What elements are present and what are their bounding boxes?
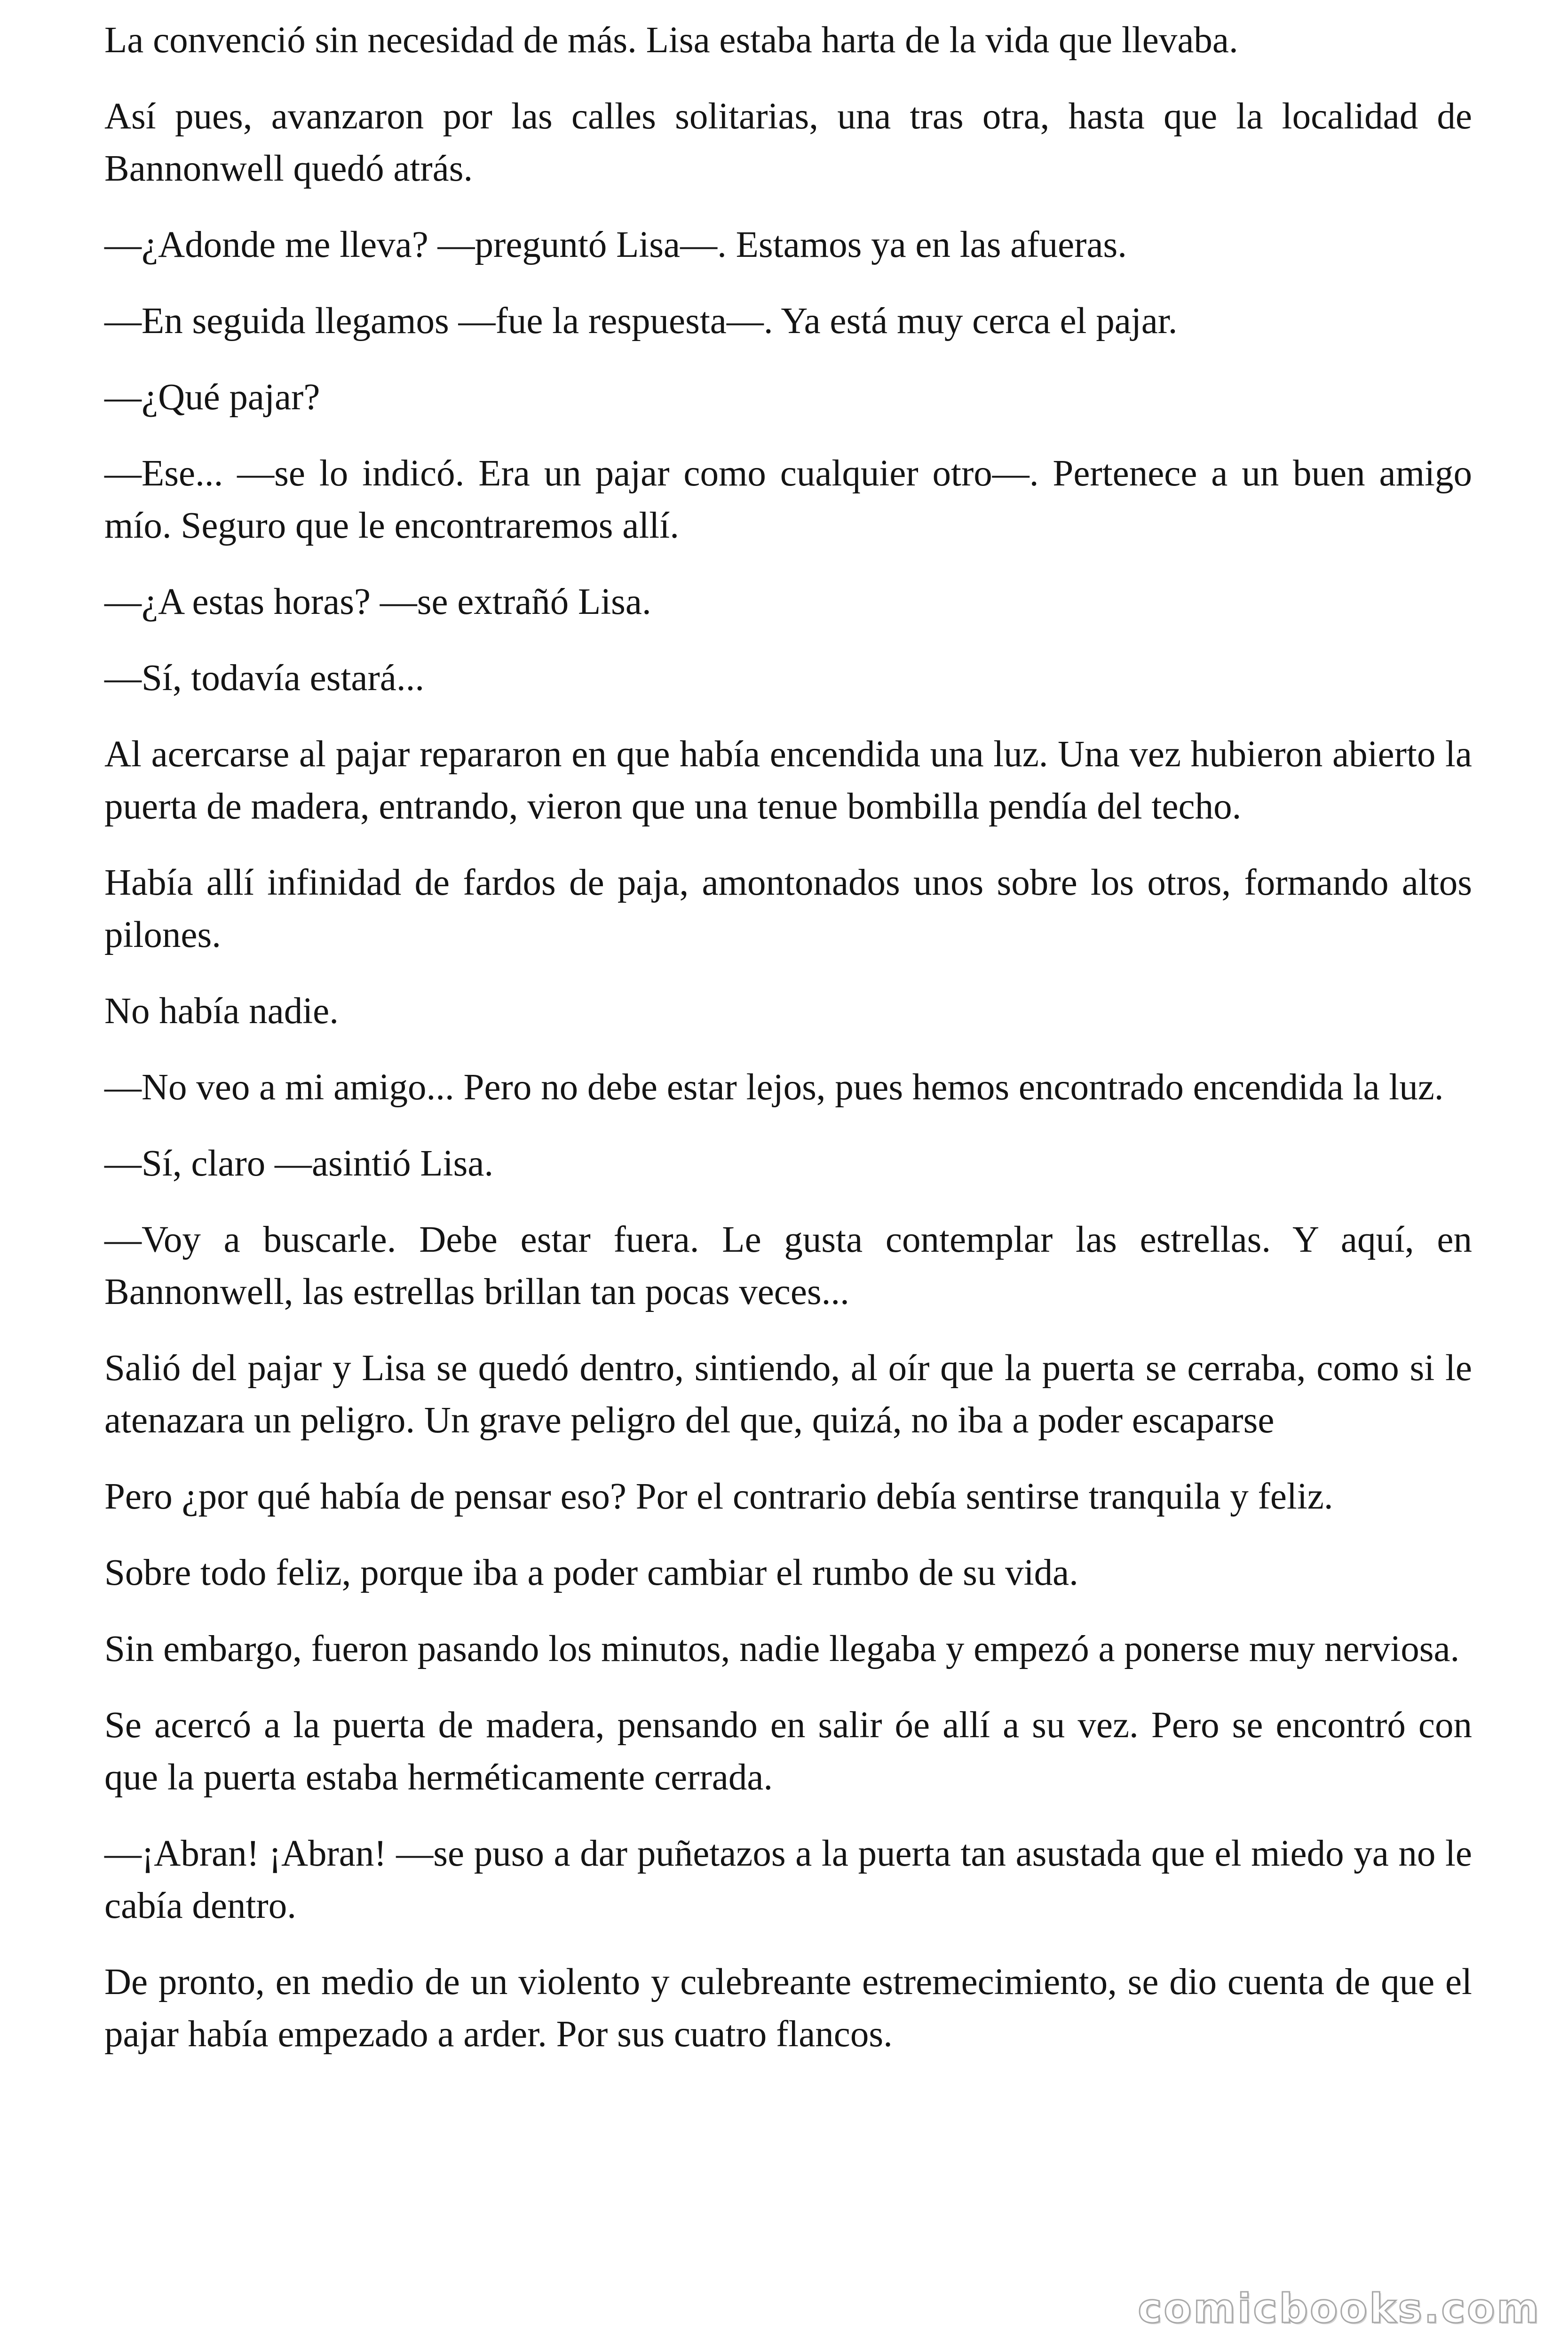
paragraph: Al acercarse al pajar repararon en que había encendida una luz. Una vez hubieron abierto la puerta de madera, entrando, vieron que una tenue bombilla pendía del techo. (104, 734, 1472, 827)
paragraph: —No veo a mi amigo... Pero no debe estar lejos, pues hemos encontrado encendida la luz. (104, 1067, 1444, 1108)
paragraph: La convenció sin necesidad de más. Lisa estaba harta de la vida que llevaba. (104, 20, 1238, 61)
paragraph: De pronto, en medio de un violento y culebreante estremecimiento, se dio cuenta de que el pajar había empezado a arder. Por sus cuatro flancos. (104, 1962, 1472, 2055)
paragraph: —En seguida llegamos —fue la respuesta—. Ya está muy cerca el pajar. (104, 301, 1178, 342)
paragraph: Había allí infinidad de fardos de paja, amontonados unos sobre los otros, formando altos pilones. (104, 862, 1472, 955)
paragraph: No había nadie. (104, 991, 339, 1032)
paragraph: —¿Qué pajar? (104, 377, 320, 418)
paragraph: —¿A estas horas? —se extrañó Lisa. (104, 581, 651, 622)
paragraph: —Ese... —se lo indicó. Era un pajar como cualquier otro—. Pertenece a un buen amigo mío. Seguro que le encontraremos allí. (104, 453, 1472, 546)
paragraph: Pero ¿por qué había de pensar eso? Por el contrario debía sentirse tranquila y feliz. (104, 1476, 1333, 1517)
paragraph: —Sí, claro —asintió Lisa. (104, 1143, 494, 1184)
paragraph: Salió del pajar y Lisa se quedó dentro, sintiendo, al oír que la puerta se cerraba, como si le atenazara un peligro. Un grave peligro del que, quizá, no iba a poder escaparse (104, 1348, 1472, 1441)
paragraph: Se acercó a la puerta de madera, pensando en salir óe allí a su vez. Pero se encontró con que la puerta estaba herméticamente cerrada. (104, 1705, 1472, 1798)
paragraph: —Sí, todavía estará... (104, 658, 425, 699)
watermark: comicbooks.com (1138, 2285, 1541, 2332)
paragraph: Sin embargo, fueron pasando los minutos, nadie llegaba y empezó a ponerse muy nerviosa. (104, 1629, 1460, 1669)
paragraph: —¿Adonde me lleva? —preguntó Lisa—. Estamos ya en las afueras. (104, 224, 1127, 265)
paragraph: —¡Abran! ¡Abran! —se puso a dar puñetazos a la puerta tan asustada que el miedo ya no le cabía dentro. (104, 1833, 1472, 1926)
paragraph: Así pues, avanzaron por las calles solitarias, una tras otra, hasta que la localidad de Bannonwell quedó atrás. (104, 96, 1472, 189)
book-page-text (104, 14, 1472, 2084)
paragraph: —Voy a buscarle. Debe estar fuera. Le gusta contemplar las estrellas. Y aquí, en Bannonwell, las estrellas brillan tan pocas veces... (104, 1219, 1472, 1312)
paragraph: Sobre todo feliz, porque iba a poder cambiar el rumbo de su vida. (104, 1552, 1078, 1593)
